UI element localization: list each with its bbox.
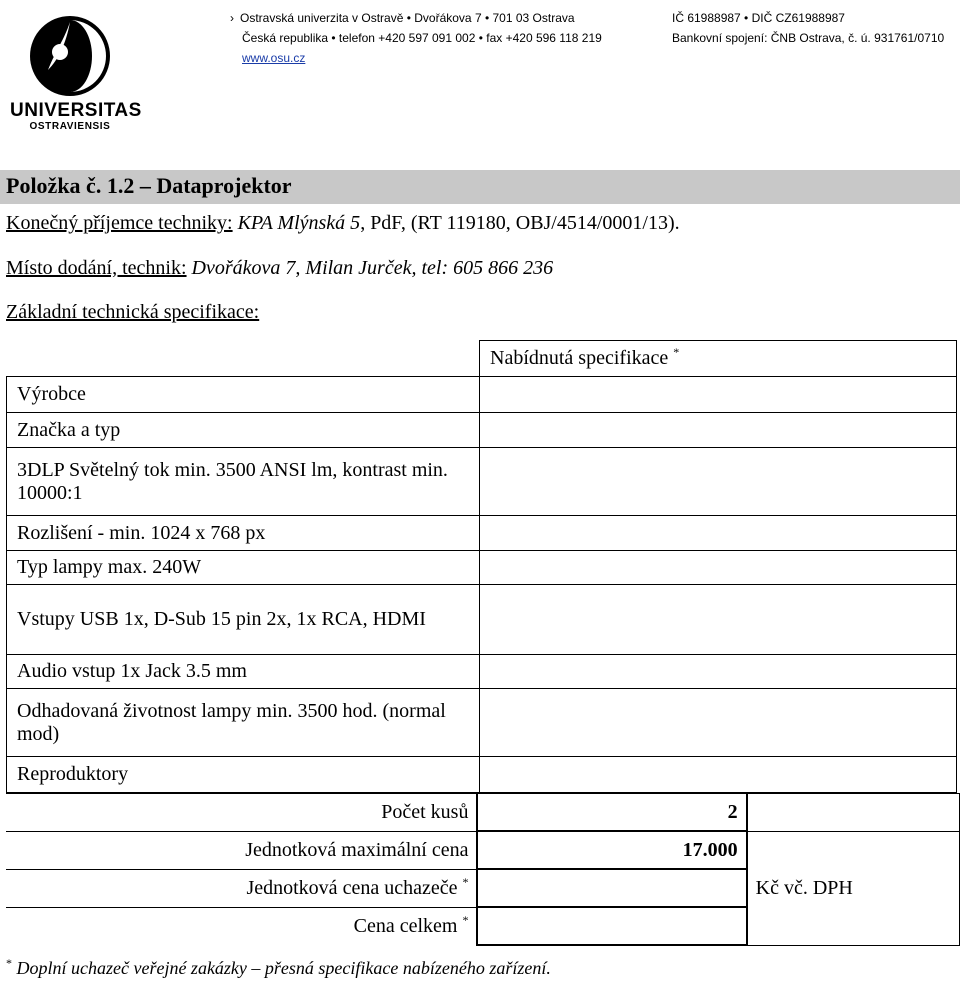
- currency-cell-empty: [747, 793, 960, 831]
- spec-row-label: Značka a typ: [7, 413, 480, 448]
- spec-row-label: Rozlišení - min. 1024 x 768 px: [7, 516, 480, 551]
- delivery-value: Dvořákova 7, Milan Jurček, tel: 605 866 236: [191, 257, 554, 279]
- header-ico: IČ 61988987 • DIČ CZ61988987: [672, 11, 845, 25]
- header-bank: Bankovní spojení: ČNB Ostrava, č. ú. 931761/0710: [672, 31, 945, 45]
- unit-price-input[interactable]: [477, 869, 746, 907]
- total-label: Cena celkem *: [6, 907, 477, 945]
- currency-note: Kč vč. DPH: [747, 831, 960, 945]
- website-link[interactable]: www.osu.cz: [242, 51, 306, 65]
- spec-row-label: Audio vstup 1x Jack 3.5 mm: [7, 655, 480, 689]
- offered-spec-cell[interactable]: [480, 689, 957, 757]
- footnote: * Doplní uchazeč veřejné zakázky – přesná specifikace nabízeného zařízení.: [6, 956, 551, 978]
- max-price-value: 17.000: [477, 831, 746, 869]
- recipient-line: [6, 212, 680, 235]
- spec-heading: Základní technická specifikace:: [6, 301, 260, 323]
- offered-spec-cell[interactable]: [480, 516, 957, 551]
- total-price-input[interactable]: [477, 907, 746, 945]
- offered-spec-cell[interactable]: [480, 551, 957, 585]
- offered-spec-cell[interactable]: [480, 655, 957, 689]
- qty-label: Počet kusů: [6, 793, 477, 831]
- spec-table: [6, 340, 957, 793]
- delivery-line: [6, 257, 553, 280]
- header-address-line2: Česká republika • telefon +420 597 091 002 • fax +420 596 118 219: [242, 31, 602, 45]
- offered-spec-header: Nabídnutá specifikace *: [480, 341, 957, 377]
- spec-row-label: Výrobce: [7, 377, 480, 413]
- unit-price-label: Jednotková cena uchazeče *: [6, 869, 477, 907]
- spec-row-label: Odhadovaná životnost lampy min. 3500 hod. (normal mod): [7, 689, 480, 757]
- spec-row-label: Reproduktory: [7, 757, 480, 793]
- recipient-value-rest: , PdF, (RT 119180, OBJ/4514/0001/13).: [360, 212, 680, 234]
- price-table: [6, 792, 960, 946]
- offered-spec-cell[interactable]: [480, 585, 957, 655]
- offered-spec-cell[interactable]: [480, 448, 957, 516]
- offered-spec-cell[interactable]: [480, 377, 957, 413]
- offered-spec-cell[interactable]: [480, 413, 957, 448]
- spec-row-label: Typ lampy max. 240W: [7, 551, 480, 585]
- max-price-label: Jednotková maximální cena: [6, 831, 477, 869]
- item-title: Položka č. 1.2 – Dataprojektor: [6, 173, 292, 198]
- delivery-label: Místo dodání, technik:: [6, 257, 187, 279]
- logo-subname: OSTRAVIENSIS: [29, 121, 111, 132]
- logo-name: UNIVERSITAS: [10, 100, 142, 121]
- recipient-label: Konečný příjemce techniky:: [6, 212, 233, 234]
- spec-header-empty: [7, 341, 480, 377]
- recipient-value: KPA Mlýnská 5: [237, 212, 361, 234]
- spec-row-label: Vstupy USB 1x, D-Sub 15 pin 2x, 1x RCA, HDMI: [7, 585, 480, 655]
- spec-row-label: 3DLP Světelný tok min. 3500 ANSI lm, kontrast min. 10000:1: [7, 448, 480, 516]
- offered-spec-cell[interactable]: [480, 757, 957, 793]
- qty-value: 2: [477, 793, 746, 831]
- header-address-line1: › Ostravská univerzita v Ostravě • Dvořákova 7 • 701 03 Ostrava: [230, 11, 575, 25]
